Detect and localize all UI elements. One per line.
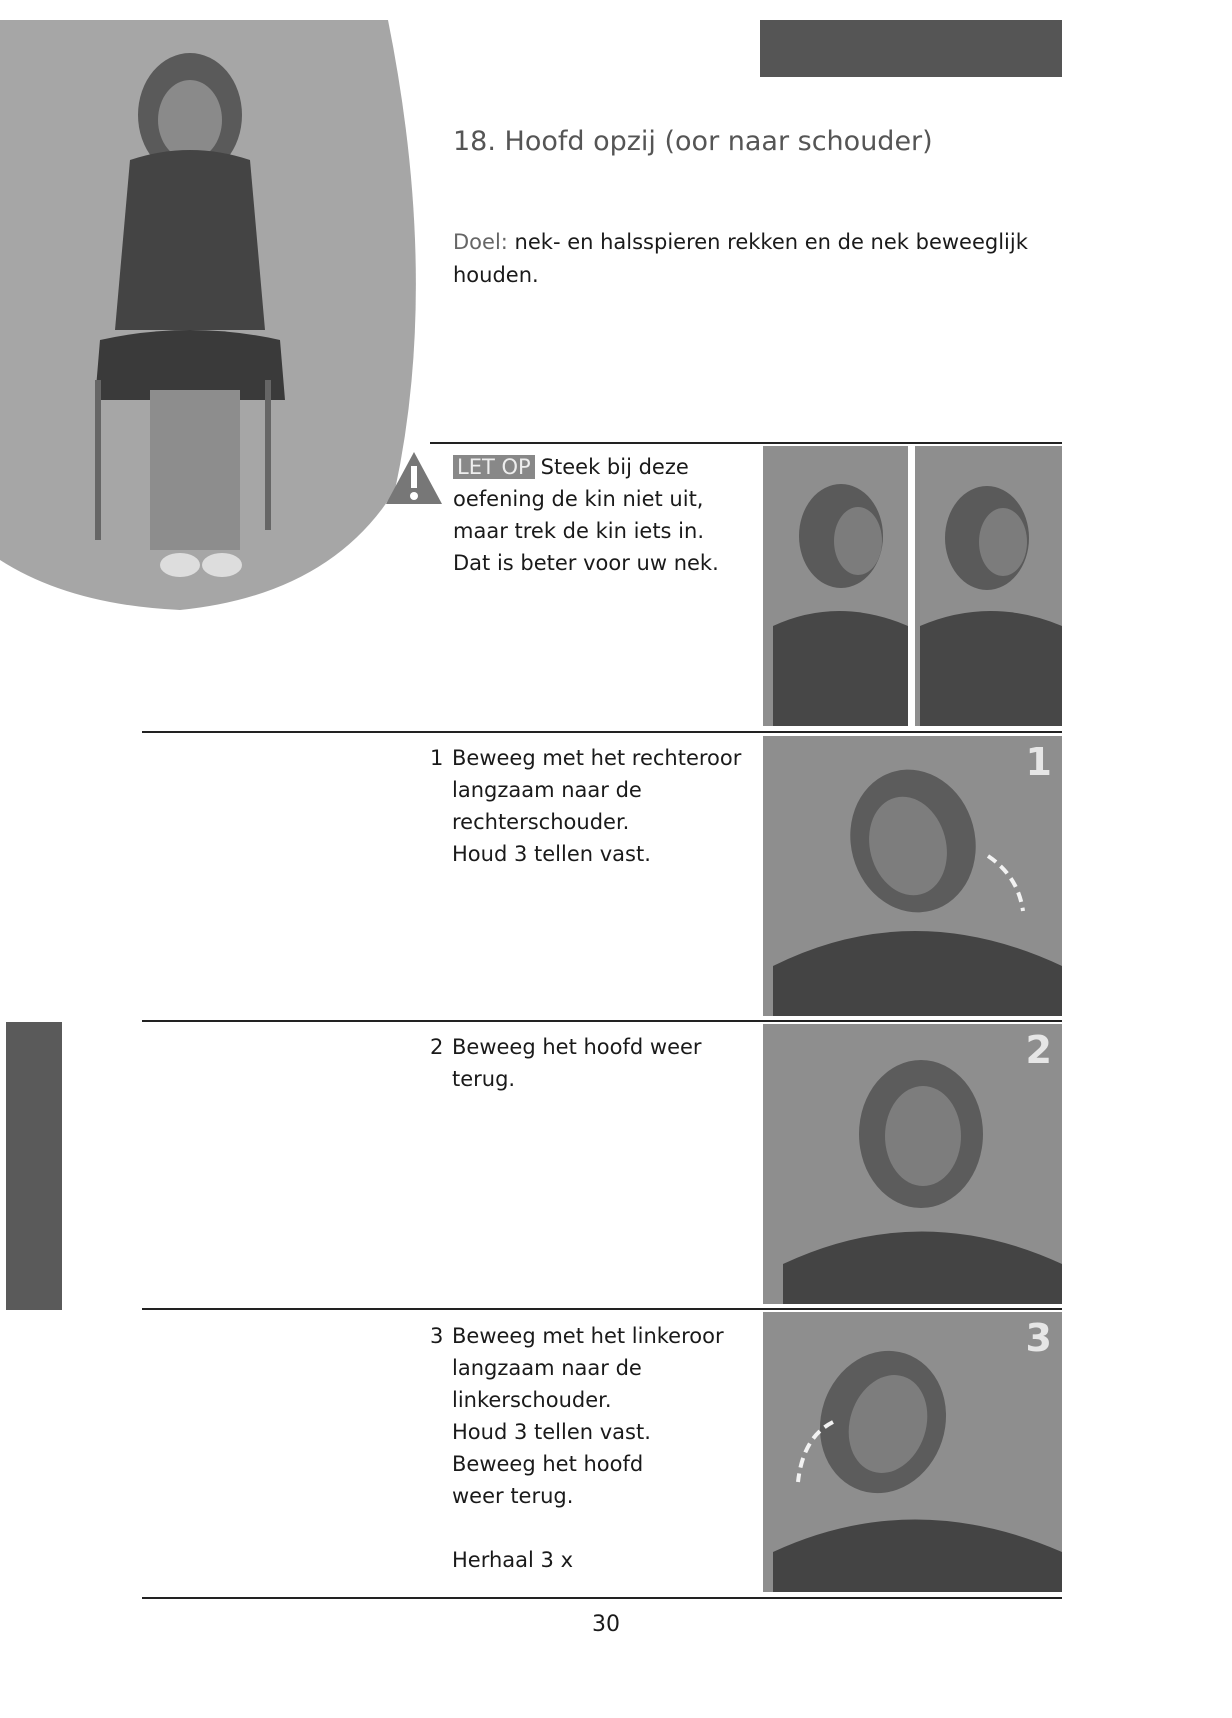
step-number: 3 <box>430 1324 444 1348</box>
goal-text: nek- en halsspieren rekken en de nek beweeglijk houden. <box>453 230 1028 287</box>
photo-step-number: 3 <box>1025 1316 1052 1360</box>
divider-rule <box>142 1020 1062 1022</box>
step-1-instruction <box>430 742 750 882</box>
let-op-badge: LET OP <box>453 455 535 479</box>
step-number: 2 <box>430 1035 444 1059</box>
step-line: langzaam naar de <box>452 778 642 802</box>
step-line: Houd 3 tellen vast. <box>452 842 651 866</box>
exercise-title: 18. Hoofd opzij (oor naar schouder) <box>453 126 933 157</box>
warning-triangle-icon <box>384 450 444 506</box>
step-line: langzaam naar de <box>452 1356 642 1380</box>
repeat-instruction: Herhaal 3 x <box>452 1548 573 1572</box>
step-line: rechterschouder. <box>452 810 630 834</box>
step-number: 1 <box>430 746 444 770</box>
page-number: 30 <box>592 1612 620 1637</box>
step-line: weer terug. <box>452 1484 574 1508</box>
step-line: terug. <box>452 1067 516 1091</box>
goal-label: Doel: <box>453 230 508 254</box>
section-tab <box>760 20 1062 77</box>
warning-line: oefening de kin niet uit, <box>453 487 704 511</box>
photo-step-number: 1 <box>1025 740 1052 784</box>
warning-line: Steek bij deze <box>540 455 689 479</box>
warning-line: maar trek de kin iets in. <box>453 519 704 543</box>
warning-line: Dat is beter voor uw nek. <box>453 551 719 575</box>
step-line: Beweeg met het rechteroor <box>452 746 742 770</box>
step-3-photo <box>763 1312 1062 1592</box>
step-line: Houd 3 tellen vast. <box>452 1420 651 1444</box>
step-line: Beweeg het hoofd <box>452 1452 644 1476</box>
seated-woman-illustration <box>0 20 430 610</box>
step-2-photo <box>763 1024 1062 1304</box>
profile-photo-chin-out <box>763 446 908 726</box>
divider-rule <box>142 1308 1062 1310</box>
exercise-goal <box>453 226 1053 292</box>
divider-rule <box>430 442 1062 444</box>
step-line: linkerschouder. <box>452 1388 612 1412</box>
divider-rule <box>142 1597 1062 1599</box>
chapter-tab <box>6 1022 62 1310</box>
step-3-instruction <box>430 1320 750 1580</box>
photo-step-number: 2 <box>1025 1028 1052 1072</box>
warning-note <box>453 451 719 579</box>
step-line: Beweeg met het linkeroor <box>452 1324 724 1348</box>
profile-photo-chin-in <box>915 446 1062 726</box>
step-1-photo <box>763 736 1062 1016</box>
step-line: Beweeg het hoofd weer <box>452 1035 702 1059</box>
divider-rule <box>142 731 1062 733</box>
step-2-instruction <box>430 1031 750 1111</box>
